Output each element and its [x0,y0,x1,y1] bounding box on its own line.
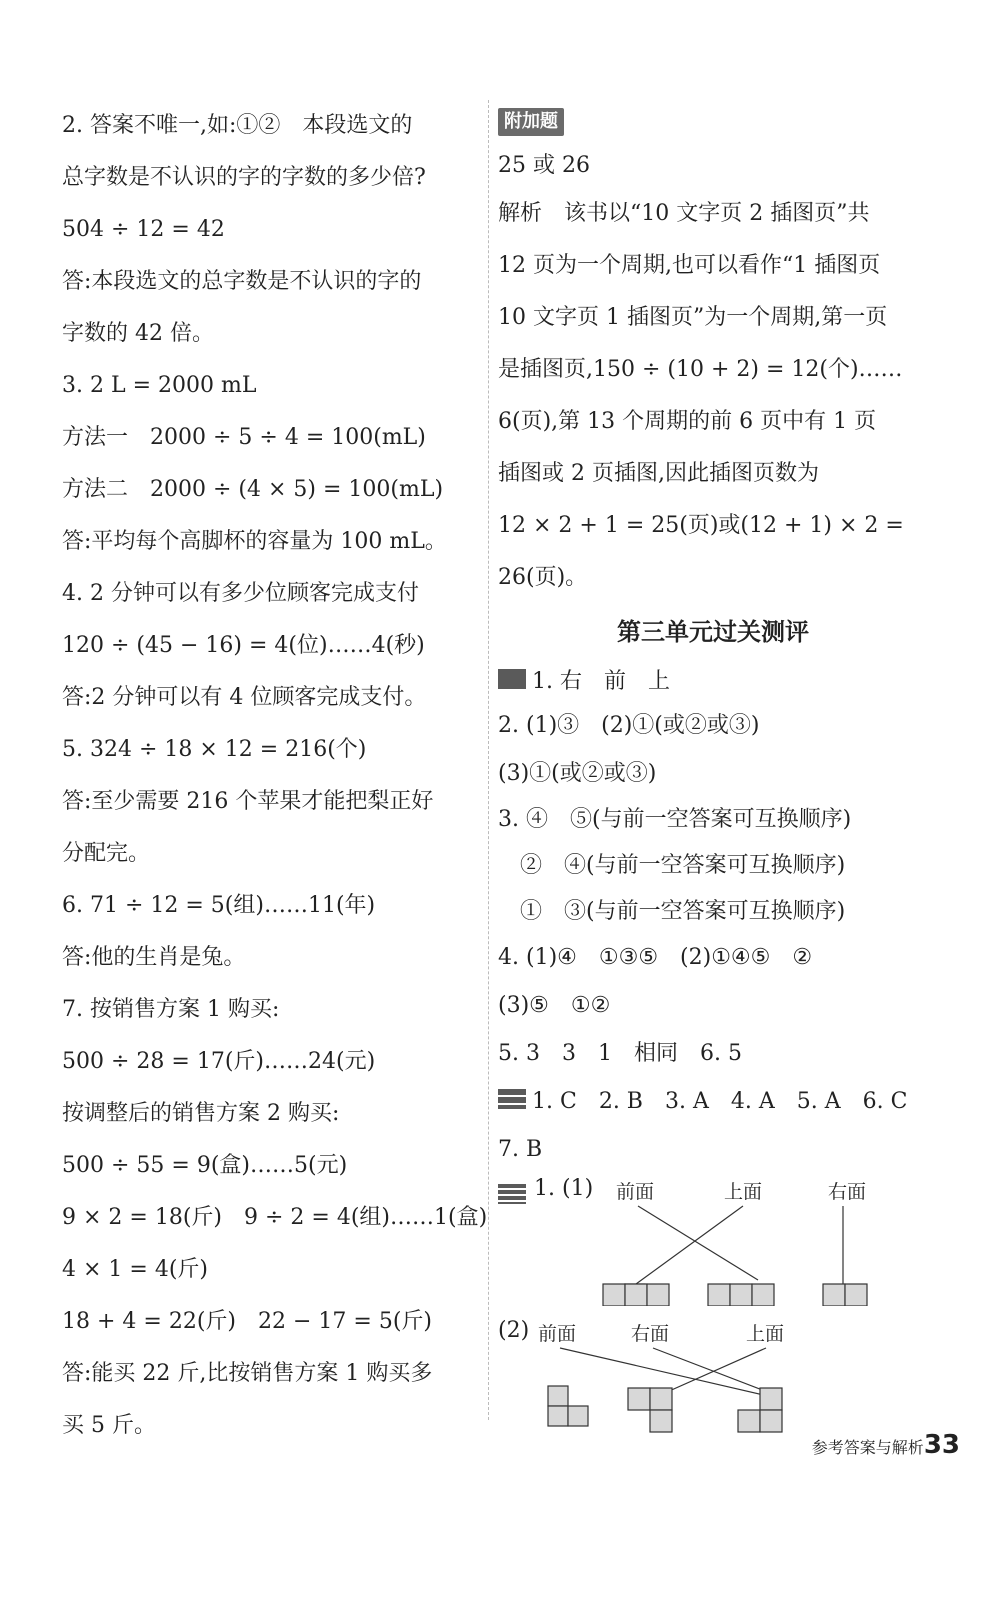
part1-line: (3)⑤ ①② [498,993,611,1018]
label-top: 上面 [746,1323,785,1345]
part1-line: 4. (1)④ ①③⑤ (2)①④⑤ ② [498,945,813,970]
analysis-line: 12 页为一个周期,也可以看作“1 插图页 [498,253,881,278]
part1-line: 1. 右 前 上 [532,669,670,694]
analysis-line: 插图或 2 页插图,因此插图页数为 [498,461,819,486]
answer-line: 6. 71 ÷ 12 = 5(组)……11(年) [62,893,376,918]
analysis-line: 12 × 2 + 1 = 25(页)或(12 + 1) × 2 = [498,513,904,538]
answer-line: 答:他的生肖是兔。 [62,945,246,970]
answer-line: 504 ÷ 12 = 42 [62,217,225,242]
part2-line: 1. C 2. B 3. A 4. A 5. A 6. C [532,1089,908,1114]
analysis-line: 26(页)。 [498,565,588,590]
part1-line: ① ③(与前一空答案可互换顺序) [498,899,846,924]
answer-line: 120 ÷ (45 − 16) = 4(位)……4(秒) [62,633,425,658]
label-front: 前面 [616,1181,655,1203]
page-number: 33 [923,1430,960,1460]
analysis-line: 10 文字页 1 插图页”为一个周期,第一页 [498,305,888,330]
answer-line: 500 ÷ 55 = 9(盒)……5(元) [62,1153,348,1178]
footer-label: 参考答案与解析 [811,1438,924,1457]
section-two-icon [498,1089,526,1109]
answer-line: 500 ÷ 28 = 17(斤)……24(元) [62,1049,376,1074]
answer-line: 4 × 1 = 4(斤) [62,1257,208,1282]
extra-question-tag: 附加题 [498,108,564,136]
answer-line: 答:2 分钟可以有 4 位顾客完成支付。 [62,685,427,710]
answer-line: 2. 答案不唯一,如:①② 本段选文的 [62,113,413,138]
answer-line: 买 5 斤。 [62,1413,156,1438]
part2-line: 7. B [498,1137,543,1162]
section-one-icon [498,669,526,689]
answer-line: 4. 2 分钟可以有多少位顾客完成支付 [62,581,419,606]
answer-line: 总字数是不认识的字的字数的多少倍? [62,165,426,190]
extra-tag-row [498,108,928,148]
answer-line: 方法二 2000 ÷ (4 × 5) = 100(mL) [62,477,444,502]
answer-line: 9 × 2 = 18(斤) 9 ÷ 2 = 4(组)……1(盒) [62,1205,488,1230]
answer-line: 5. 324 ÷ 18 × 12 = 216(个) [62,737,367,762]
left-column [62,108,488,1460]
part1-line: 2. (1)③ (2)①(或②或③) [498,713,760,738]
part1-line: 3. ④ ⑤(与前一空答案可互换顺序) [498,807,852,832]
part1-line: 5. 3 3 1 相同 6. 5 [498,1041,742,1066]
answer-line: 答:本段选文的总字数是不认识的字的 [62,269,422,294]
analysis-line: 是插图页,150 ÷ (10 + 2) = 12(个)…… [498,357,903,382]
part1-line-first [498,664,928,708]
part2-line-first [498,1084,928,1132]
label-front: 前面 [538,1323,577,1345]
answer-line: 答:平均每个高脚杯的容量为 100 mL。 [62,529,447,554]
label-top: 上面 [724,1181,763,1203]
extra-answer: 25 或 26 [498,153,590,178]
part1-line: (3)①(或②或③) [498,761,657,786]
analysis-line: 6(页),第 13 个周期的前 6 页中有 1 页 [498,409,877,434]
answer-line: 字数的 42 倍。 [62,321,214,346]
column-divider [488,100,489,1420]
analysis-line: 解析 该书以“10 文字页 2 插图页”共 [498,201,870,226]
answer-line: 分配完。 [62,841,151,866]
answer-line: 3. 2 L = 2000 mL [62,373,257,398]
q1-label: 1. (1) [534,1176,594,1201]
views-diagram-2 [498,1318,928,1448]
answer-line: 7. 按销售方案 1 购买: [62,997,280,1022]
answer-line: 按调整后的销售方案 2 购买: [62,1101,340,1126]
label-right: 右面 [631,1323,670,1345]
answer-line: 18 + 4 = 22(斤) 22 − 17 = 5(斤) [62,1309,432,1334]
q2-label: (2) [498,1318,530,1343]
views-diagram-1-svg [498,1176,928,1306]
views-diagram-2-svg [498,1318,928,1448]
views-diagram-1 [498,1176,928,1306]
label-right: 右面 [828,1181,867,1203]
page-footer [812,1430,960,1460]
answer-line: 答:能买 22 斤,比按销售方案 1 购买多 [62,1361,433,1386]
answer-line: 方法一 2000 ÷ 5 ÷ 4 = 100(mL) [62,425,426,450]
section-title: 第三单元过关测评 [617,618,809,646]
part1-line: ② ④(与前一空答案可互换顺序) [498,853,846,878]
answer-line: 答:至少需要 216 个苹果才能把梨正好 [62,789,434,814]
right-column [498,108,928,1448]
